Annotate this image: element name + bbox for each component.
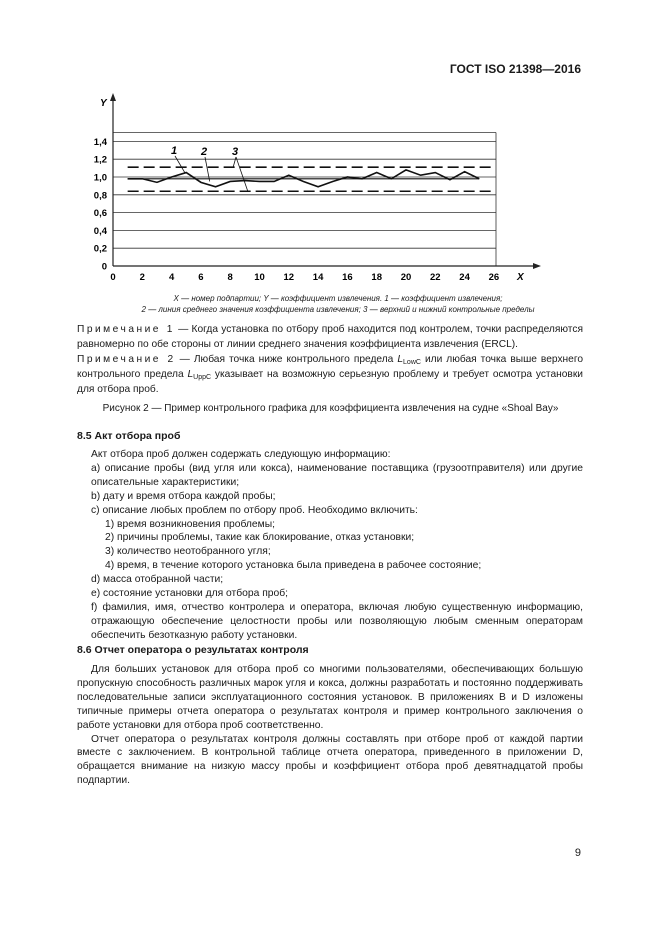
list-item-a: а) описание пробы (вид угля или кокса), наименование поставщика (грузоотправителя) или другие описательные характеристики;: [91, 462, 583, 488]
y-tick-label: 0,6: [93, 208, 107, 220]
callout-label: 1: [171, 145, 178, 157]
y-tick-label: 1,4: [93, 136, 107, 148]
l-low-symbol: L: [397, 354, 404, 365]
callout-label: 3: [232, 146, 239, 158]
list-item-e: e) состояние установки для отбора проб;: [91, 588, 288, 600]
section-8-5-heading: 8.5 Акт отбора проб: [77, 430, 181, 442]
x-tick-label: 12: [283, 272, 295, 283]
y-axis-arrow: [110, 93, 116, 101]
list-item-c4: 4) время, в течение которого установка была приведена в рабочее состояние;: [105, 560, 482, 572]
l-upp-symbol: L: [187, 369, 194, 380]
list-item-c: c) описание любых проблем по отбору проб. Необходимо включить:: [91, 504, 418, 516]
x-tick-label: 6: [198, 272, 204, 283]
list-item-c2: 2) причины проблемы, такие как блокирование, отказ установки;: [105, 532, 415, 544]
section-8-6-heading: 8.6 Отчет оператора о результатах контроля: [77, 644, 309, 656]
note-2-text-2: или любая точка выше верхнего контрольного предела: [77, 354, 583, 380]
x-tick-label: 4: [168, 272, 175, 283]
list-item-b: b) дату и время отбора каждой пробы;: [91, 490, 276, 502]
y-tick-label: 1,0: [93, 172, 107, 184]
list-item-c3: 3) количество неотобранного угля;: [105, 546, 271, 558]
x-tick-label: 0: [110, 272, 116, 283]
list-item-f: f) фамилия, имя, отчество контролера и оператора, включая любую существенную информацию, отражающую обеспечение целостности пробы или позволяющую любым сменным операторам обеспечить безотказную работу установки.: [91, 601, 583, 641]
note-2: [77, 352, 583, 397]
x-tick-label: 10: [254, 272, 265, 283]
x-tick-label: 24: [459, 272, 470, 283]
note-2-label: Примечание 2: [77, 354, 176, 365]
callout-leader: [236, 157, 248, 191]
l-upp-subscript: UppC: [193, 374, 212, 381]
figure-caption: Рисунок 2 — Пример контрольного графика для коэффициента извлечения на судне «Shoal Bay»: [102, 403, 559, 414]
x-tick-label: 18: [371, 272, 382, 283]
list-item-c1: 1) время возникновения проблемы;: [105, 518, 275, 530]
x-axis-label: X: [517, 272, 524, 283]
section-8-6-body: [77, 663, 583, 788]
y-tick-label: 0: [101, 261, 107, 273]
y-tick-label: 1,2: [93, 154, 107, 166]
section-8-6-paragraph-2: Отчет оператора о результатах контроля должны составлять при отборе проб от каждой партии вместе с заключением. В контрольной таблице отчета оператора, приведенного в приложении D, обращается внимание на низкую массу пробы и коэффициент отбора проб девятнадцатой пробы подпартии.: [77, 733, 583, 787]
callout-leader: [233, 157, 236, 167]
x-tick-label: 2: [139, 272, 145, 283]
note-2-text-3: указывает на возможную серьезную проблему и требует осмотра установки для отбора проб.: [77, 369, 583, 395]
standard-designation: ГОСТ ISO 21398—2016: [449, 62, 581, 76]
y-tick-label: 0,8: [93, 190, 107, 202]
section-8-5-intro: Акт отбора проб должен содержать следующую информацию:: [91, 449, 391, 460]
list-item-d: d) масса отобранной части;: [91, 574, 224, 586]
note-1: [77, 322, 583, 352]
x-tick-label: 16: [342, 272, 353, 283]
callout-leader: [175, 156, 185, 173]
legend-line-2: 2 — линия среднего значения коэффициента извлечения; 3 — верхний и нижний контрольные пределы: [141, 305, 535, 314]
chart-axes: [100, 93, 541, 283]
y-axis-label: Y: [100, 98, 107, 109]
callout-label: 2: [201, 146, 208, 158]
section-8-5-body: [77, 448, 583, 643]
chart-lines: [128, 167, 494, 191]
legend-line-1: X — номер подпартии; Y — коэффициент извлечения. 1 — коэффициент извлечения;: [173, 294, 503, 303]
x-tick-label: 8: [227, 272, 233, 283]
note-2-text-1: — Любая точка ниже контрольного предела: [179, 354, 398, 365]
x-tick-label: 14: [312, 272, 324, 283]
control-chart: [0, 0, 661, 300]
page-number: 9: [574, 847, 581, 859]
x-tick-label: 22: [430, 272, 441, 283]
l-low-subscript: LowC: [403, 359, 421, 366]
y-tick-label: 0,4: [93, 225, 107, 237]
note-1-text: — Когда установка по отбору проб находится под контролем, точки распределяются равномерно по обе стороны от линии среднего значения коэффициента извлечения (ERCL).: [77, 324, 583, 350]
x-tick-label: 26: [488, 272, 500, 283]
x-tick-label: 20: [400, 272, 412, 283]
callout-leader: [205, 157, 210, 181]
section-8-6-paragraph-1: Для больших установок для отбора проб со многими пользователями, обеспечивающих большую пропускную способность различных марок угля и кокса, должны разработать и постоянно поддерживать последовательные записи эксплуатационного состояния установок. В приложениях B и D изложены типичные примеры отчета оператора о результатах контроля и пример контрольного заключения о работе установки для отбора проб соответственно.: [77, 664, 583, 731]
y-tick-label: 0,2: [93, 243, 107, 255]
x-axis-arrow: [533, 263, 541, 269]
note-1-label: Примечание 1: [77, 324, 175, 335]
